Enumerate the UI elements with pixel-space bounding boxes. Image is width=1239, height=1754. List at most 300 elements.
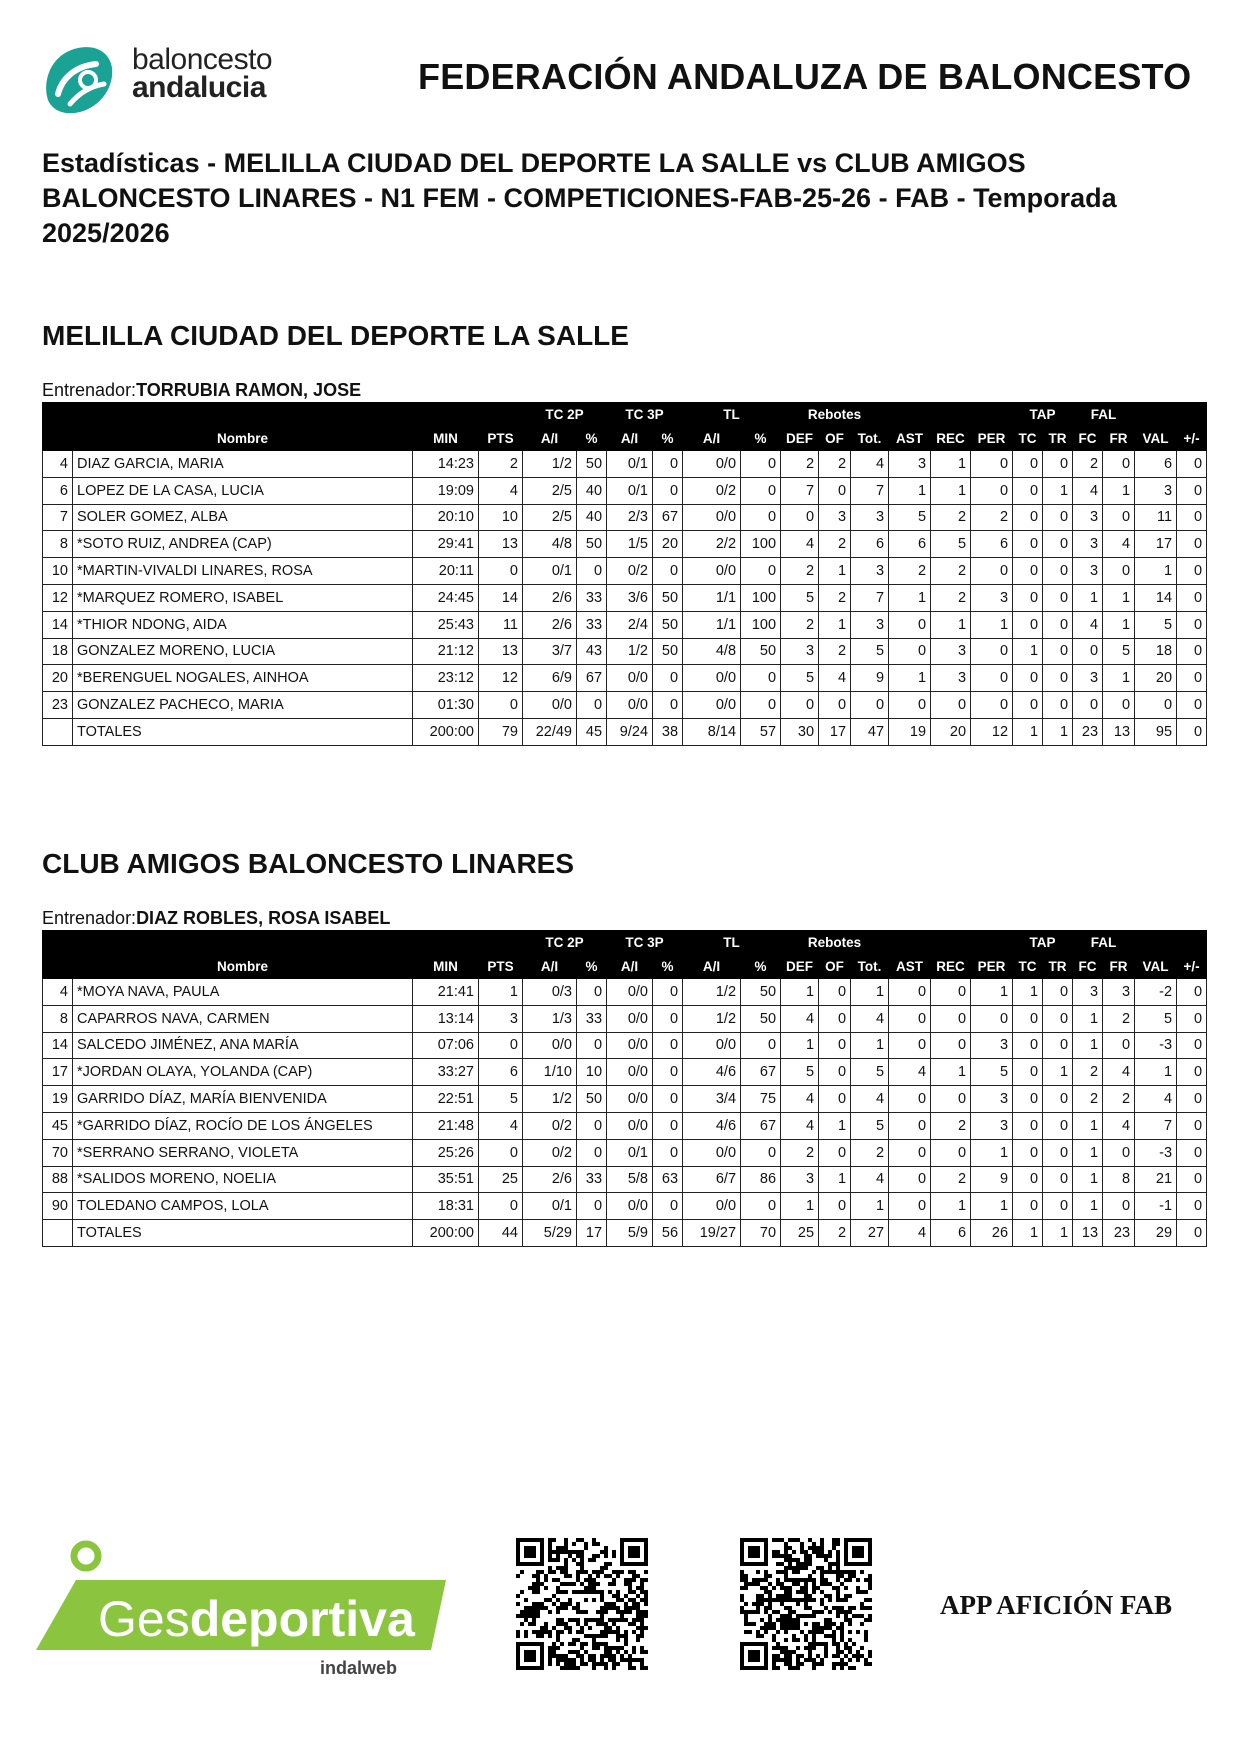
stat-cell: 1 [851, 1032, 889, 1059]
stat-cell: 3 [819, 504, 851, 531]
table-row [43, 1086, 1207, 1113]
table-row [43, 1032, 1207, 1059]
group-header: TAP [1013, 403, 1073, 427]
stat-cell: 2 [1103, 1086, 1135, 1113]
player-number: 7 [43, 504, 73, 531]
stat-cell: 1 [889, 477, 931, 504]
stat-cell: 1 [1013, 979, 1043, 1006]
stat-cell: 5 [851, 638, 889, 665]
stat-cell: 50 [741, 1005, 781, 1032]
stat-cell: 0/0 [523, 1032, 577, 1059]
stat-cell: 3 [1073, 504, 1103, 531]
stat-cell: 4 [1073, 611, 1103, 638]
stat-cell: 0 [819, 979, 851, 1006]
stat-cell: 1 [1073, 1032, 1103, 1059]
table-row [43, 531, 1207, 558]
stat-cell: 25:43 [413, 611, 479, 638]
column-header: % [577, 955, 607, 979]
player-number: 12 [43, 584, 73, 611]
stat-cell: 0 [653, 1112, 683, 1139]
stat-cell: 67 [653, 504, 683, 531]
stat-cell: 0 [1177, 1059, 1207, 1086]
stat-cell: 2 [1103, 1005, 1135, 1032]
column-header: FC [1073, 955, 1103, 979]
player-number: 18 [43, 638, 73, 665]
stat-cell: 3 [479, 1005, 523, 1032]
stat-cell: 1 [1103, 477, 1135, 504]
player-name: SALCEDO JIMÉNEZ, ANA MARÍA [73, 1032, 413, 1059]
stat-cell: 2/2 [683, 531, 741, 558]
player-number [43, 718, 73, 745]
stat-cell: 5 [479, 1086, 523, 1113]
coach-away [42, 908, 390, 929]
stat-cell: 0 [931, 1005, 971, 1032]
stat-cell: 5 [781, 1059, 819, 1086]
stat-cell: 33 [577, 1166, 607, 1193]
stat-cell: 1 [931, 477, 971, 504]
stat-cell: 0/0 [607, 1112, 653, 1139]
stat-cell: 0 [889, 1086, 931, 1113]
table-row [43, 1112, 1207, 1139]
stat-cell: 0/0 [607, 979, 653, 1006]
stat-cell: 0 [1177, 1032, 1207, 1059]
stat-cell: 0 [741, 692, 781, 719]
stat-cell: 7 [781, 477, 819, 504]
stat-cell: 0 [1043, 584, 1073, 611]
stat-cell: 1/1 [683, 584, 741, 611]
stat-cell: 6 [851, 531, 889, 558]
stat-cell: 20:10 [413, 504, 479, 531]
stat-cell: 5 [781, 665, 819, 692]
stat-cell: 6/7 [683, 1166, 741, 1193]
stat-cell: 2 [819, 1220, 851, 1247]
stat-cell: 0 [653, 451, 683, 478]
player-name: TOTALES [73, 1220, 413, 1247]
stat-cell: 200:00 [413, 718, 479, 745]
stat-cell: 0 [653, 558, 683, 585]
stat-cell: 1 [781, 1193, 819, 1220]
stat-cell: 2/6 [523, 611, 577, 638]
coach-label: Entrenador: [42, 380, 137, 400]
column-header: PER [971, 427, 1013, 451]
stat-cell: 5/8 [607, 1166, 653, 1193]
stat-cell: 0 [741, 558, 781, 585]
stat-cell: 0 [1013, 1005, 1043, 1032]
group-header: TC 2P [523, 931, 607, 955]
stat-cell: 4 [1103, 531, 1135, 558]
stat-cell: 1 [1073, 1166, 1103, 1193]
stat-cell: 29:41 [413, 531, 479, 558]
stat-cell: 7 [851, 584, 889, 611]
column-header: A/I [607, 955, 653, 979]
stat-cell: 25:26 [413, 1139, 479, 1166]
stat-cell: 0/1 [607, 451, 653, 478]
stat-cell: 0 [781, 504, 819, 531]
stat-cell: 0 [1177, 665, 1207, 692]
stat-cell: 1 [1073, 1005, 1103, 1032]
stat-cell: 47 [851, 718, 889, 745]
column-header: MIN [413, 427, 479, 451]
stat-cell: 38 [653, 718, 683, 745]
player-number: 90 [43, 1193, 73, 1220]
stat-cell: 21:48 [413, 1112, 479, 1139]
coach-name: TORRUBIA RAMON, JOSE [136, 380, 362, 400]
table-row [43, 638, 1207, 665]
stat-cell: 5 [1103, 638, 1135, 665]
stat-cell: 0/0 [523, 692, 577, 719]
stat-cell: 0 [819, 1193, 851, 1220]
stat-cell: 1 [931, 611, 971, 638]
stat-cell: 17 [819, 718, 851, 745]
player-number: 23 [43, 692, 73, 719]
column-header: REC [931, 427, 971, 451]
stat-cell: 0 [577, 979, 607, 1006]
brand-bold-text: deportiva [189, 1591, 415, 1647]
stat-cell: 4 [479, 477, 523, 504]
stat-cell: 0 [819, 1005, 851, 1032]
stat-cell: 0/0 [607, 1059, 653, 1086]
stat-cell: 1 [1073, 1139, 1103, 1166]
player-name: *SERRANO SERRANO, VIOLETA [73, 1139, 413, 1166]
stat-cell: 23:12 [413, 665, 479, 692]
stat-cell: 0/0 [607, 1032, 653, 1059]
stat-cell: 0 [931, 1032, 971, 1059]
table-row [43, 451, 1207, 478]
stat-cell: 2 [971, 504, 1013, 531]
stat-cell: 0 [1013, 584, 1043, 611]
qr-code-ios-icon[interactable] [740, 1538, 872, 1670]
stat-cell: 0/0 [683, 1032, 741, 1059]
stat-cell: 6 [971, 531, 1013, 558]
stat-cell: 5 [1135, 1005, 1177, 1032]
stat-cell: 5 [851, 1059, 889, 1086]
stat-cell: 1 [1013, 718, 1043, 745]
player-name: *JORDAN OLAYA, YOLANDA (CAP) [73, 1059, 413, 1086]
stat-cell: 18 [1135, 638, 1177, 665]
group-header: TL [683, 931, 781, 955]
logo-text-top: baloncesto [132, 43, 273, 76]
stat-cell: 0 [1013, 531, 1043, 558]
stat-cell: 4 [889, 1059, 931, 1086]
stat-cell: 21:41 [413, 979, 479, 1006]
stat-cell: 0 [1103, 504, 1135, 531]
stat-cell: 3 [1103, 979, 1135, 1006]
stat-cell: 0 [741, 477, 781, 504]
stat-cell: 23 [1073, 718, 1103, 745]
stat-cell: 0 [889, 692, 931, 719]
stat-cell: 0 [653, 1005, 683, 1032]
stat-cell: 0 [1013, 611, 1043, 638]
stat-cell: 3/7 [523, 638, 577, 665]
stat-cell: 2 [819, 531, 851, 558]
stat-cell: 33 [577, 611, 607, 638]
stat-cell: 1 [819, 1166, 851, 1193]
stat-cell: 0 [577, 558, 607, 585]
stat-cell: 21:12 [413, 638, 479, 665]
table-row [43, 611, 1207, 638]
stat-cell: 100 [741, 611, 781, 638]
table-row [43, 1059, 1207, 1086]
stat-cell: 1 [1043, 718, 1073, 745]
stat-cell: 0 [1043, 1112, 1073, 1139]
stat-cell: 3 [1073, 531, 1103, 558]
stat-cell: 35:51 [413, 1166, 479, 1193]
stat-cell: 45 [577, 718, 607, 745]
stat-cell: 56 [653, 1220, 683, 1247]
stat-cell: 20 [931, 718, 971, 745]
team-name-home: MELILLA CIUDAD DEL DEPORTE LA SALLE [42, 320, 629, 351]
stat-cell: 4 [1073, 477, 1103, 504]
stat-cell: 0 [1177, 451, 1207, 478]
stat-cell: 2 [479, 451, 523, 478]
stat-cell: 12 [971, 718, 1013, 745]
stat-cell: 1 [1043, 1059, 1073, 1086]
stat-cell: 2 [889, 558, 931, 585]
stat-cell: 0 [1177, 1086, 1207, 1113]
stat-cell: 1 [931, 1059, 971, 1086]
stat-cell: 95 [1135, 718, 1177, 745]
stat-cell: 18:31 [413, 1193, 479, 1220]
stat-cell: 0/1 [523, 558, 577, 585]
stat-cell: 0 [889, 1193, 931, 1220]
stat-cell: 1 [819, 1112, 851, 1139]
stat-cell: 8 [1103, 1166, 1135, 1193]
column-header: PER [971, 955, 1013, 979]
stat-cell: 0 [819, 692, 851, 719]
stat-cell: 0 [931, 1086, 971, 1113]
stat-cell: 0 [889, 1005, 931, 1032]
stat-cell: 19/27 [683, 1220, 741, 1247]
stat-cell: 13 [479, 638, 523, 665]
stat-cell: 2 [781, 1139, 819, 1166]
table-row [43, 665, 1207, 692]
stat-cell: 0 [1013, 1032, 1043, 1059]
stat-cell: 21 [1135, 1166, 1177, 1193]
stat-cell: 6/9 [523, 665, 577, 692]
stat-cell: 67 [741, 1112, 781, 1139]
player-name: GONZALEZ PACHECO, MARIA [73, 692, 413, 719]
federation-title: FEDERACIÓN ANDALUZA DE BALONCESTO [418, 56, 1192, 97]
stat-cell: 7 [1135, 1112, 1177, 1139]
stat-cell: 10 [577, 1059, 607, 1086]
stat-cell: 12 [479, 665, 523, 692]
stat-cell: 2 [819, 638, 851, 665]
stat-cell: 50 [741, 979, 781, 1006]
column-header: DEF [781, 955, 819, 979]
column-header: TC [1013, 427, 1043, 451]
stat-cell: 0 [1043, 1193, 1073, 1220]
stat-cell: 79 [479, 718, 523, 745]
stat-cell: 0 [577, 1193, 607, 1220]
stat-cell: 1/5 [607, 531, 653, 558]
stat-cell: 67 [741, 1059, 781, 1086]
column-header: Nombre [73, 955, 413, 979]
stat-cell: 0 [971, 638, 1013, 665]
group-header: Rebotes [781, 403, 889, 427]
player-number: 8 [43, 1005, 73, 1032]
stat-cell: 0 [819, 1086, 851, 1113]
stat-cell: 0/3 [523, 979, 577, 1006]
stat-cell: 0 [971, 451, 1013, 478]
table-row [43, 504, 1207, 531]
stat-cell: 0 [971, 692, 1013, 719]
stat-cell: 0 [819, 1032, 851, 1059]
stat-cell: 0 [479, 558, 523, 585]
group-header-blank [889, 403, 1013, 427]
player-name: *THIOR NDONG, AIDA [73, 611, 413, 638]
stat-cell: 0 [889, 611, 931, 638]
stat-cell: 4 [781, 1112, 819, 1139]
stat-cell: 0 [851, 692, 889, 719]
stat-cell: 1 [781, 979, 819, 1006]
stat-cell: 0 [889, 979, 931, 1006]
stat-cell: 1 [1135, 1059, 1177, 1086]
stat-cell: 0 [1043, 558, 1073, 585]
stats-table-away [42, 930, 1207, 1247]
stat-cell: 50 [577, 1086, 607, 1113]
column-header: AST [889, 955, 931, 979]
table-row [43, 1139, 1207, 1166]
stat-cell: 4/6 [683, 1059, 741, 1086]
player-name: *MOYA NAVA, PAULA [73, 979, 413, 1006]
stat-cell: 2 [781, 451, 819, 478]
stat-cell: 0 [889, 1032, 931, 1059]
stat-cell: 8/14 [683, 718, 741, 745]
team-name-away: CLUB AMIGOS BALONCESTO LINARES [42, 848, 575, 879]
stat-cell: 0/0 [683, 451, 741, 478]
table-row [43, 1193, 1207, 1220]
stat-cell: 0/1 [607, 1139, 653, 1166]
stat-cell: 0 [1177, 1166, 1207, 1193]
group-header-blank [889, 931, 1013, 955]
stat-cell: 10 [479, 504, 523, 531]
group-header-blank [1135, 403, 1207, 427]
stat-cell: 0 [653, 1059, 683, 1086]
stat-cell: 0/0 [607, 1005, 653, 1032]
stat-cell: 0/2 [523, 1139, 577, 1166]
stat-cell: 0 [1103, 558, 1135, 585]
stat-cell: 0 [819, 1059, 851, 1086]
stat-cell: 2/5 [523, 477, 577, 504]
stat-cell: 4 [1103, 1059, 1135, 1086]
player-name: *GARRIDO DÍAZ, ROCÍO DE LOS ÁNGELES [73, 1112, 413, 1139]
stat-cell: 0 [741, 1139, 781, 1166]
qr-code-android-icon[interactable] [516, 1538, 648, 1670]
stat-cell: 0 [1043, 1032, 1073, 1059]
stat-cell: 0 [971, 1005, 1013, 1032]
logo-text-bottom: andalucia [132, 71, 266, 104]
player-number: 45 [43, 1112, 73, 1139]
stat-cell: 1/3 [523, 1005, 577, 1032]
stat-cell: 5/9 [607, 1220, 653, 1247]
stat-cell: 1 [1073, 1112, 1103, 1139]
stat-cell: 0 [1177, 531, 1207, 558]
stat-cell: 1 [851, 1193, 889, 1220]
stat-cell: 1 [819, 611, 851, 638]
stat-cell: 2 [931, 1112, 971, 1139]
column-header: A/I [607, 427, 653, 451]
stat-cell: 2 [819, 451, 851, 478]
table-row [43, 584, 1207, 611]
stat-cell: 0 [1073, 692, 1103, 719]
page-title: Estadísticas - MELILLA CIUDAD DEL DEPORTE LA SALLE vs CLUB AMIGOS BALONCESTO LINARES - N1 FEM - COMPETICIONES-FAB-25-26 - FAB - Temporada 2025/2026 [42, 148, 1117, 248]
stat-cell: -1 [1135, 1193, 1177, 1220]
column-header: VAL [1135, 955, 1177, 979]
table-row [43, 1005, 1207, 1032]
group-header: Rebotes [781, 931, 889, 955]
stat-cell: 4/8 [523, 531, 577, 558]
stat-cell: 1/10 [523, 1059, 577, 1086]
stat-cell: 2/5 [523, 504, 577, 531]
stat-cell: 0 [1177, 638, 1207, 665]
stat-cell: 50 [577, 531, 607, 558]
stat-cell: 20 [653, 531, 683, 558]
stat-cell: 0 [653, 1032, 683, 1059]
stat-cell: 5 [781, 584, 819, 611]
stat-cell: 2 [819, 584, 851, 611]
column-header: PTS [479, 955, 523, 979]
player-number [43, 1220, 73, 1247]
stat-cell: 2 [781, 611, 819, 638]
player-name: CAPARROS NAVA, CARMEN [73, 1005, 413, 1032]
column-header: MIN [413, 955, 479, 979]
stat-cell: 07:06 [413, 1032, 479, 1059]
stat-cell: 1/2 [683, 1005, 741, 1032]
stat-cell: 0 [889, 638, 931, 665]
stat-cell: 0 [781, 692, 819, 719]
stat-cell: 0 [1103, 1139, 1135, 1166]
stat-cell: 44 [479, 1220, 523, 1247]
stat-cell: 4 [889, 1220, 931, 1247]
stat-cell: 200:00 [413, 1220, 479, 1247]
stat-cell: 0 [577, 692, 607, 719]
stat-cell: 50 [741, 638, 781, 665]
column-header: A/I [523, 955, 577, 979]
stat-cell: 0 [1013, 1112, 1043, 1139]
stat-cell: 9 [971, 1166, 1013, 1193]
stat-cell: 0 [1013, 504, 1043, 531]
stat-cell: 0 [741, 451, 781, 478]
stat-cell: 0 [1177, 1220, 1207, 1247]
stat-cell: 0 [1177, 718, 1207, 745]
stat-cell: 6 [931, 1220, 971, 1247]
stat-cell: 0 [1043, 1005, 1073, 1032]
basketball-logo-icon [40, 42, 126, 116]
stat-cell: 0/0 [683, 558, 741, 585]
stats-table-home [42, 402, 1207, 746]
stat-cell: 0/0 [683, 1139, 741, 1166]
column-header: Nombre [73, 427, 413, 451]
totals-row [43, 1220, 1207, 1247]
player-name: TOTALES [73, 718, 413, 745]
stat-cell: 1/2 [523, 1086, 577, 1113]
stat-cell: 1 [971, 1193, 1013, 1220]
stat-cell: 4 [1103, 1112, 1135, 1139]
stat-cell: 0/0 [683, 1193, 741, 1220]
stat-cell: 9/24 [607, 718, 653, 745]
group-header: FAL [1073, 403, 1135, 427]
coach-label: Entrenador: [42, 908, 137, 928]
column-header: DEF [781, 427, 819, 451]
stat-cell: 4/6 [683, 1112, 741, 1139]
stat-cell: 0 [1013, 477, 1043, 504]
stat-cell: 3 [1135, 477, 1177, 504]
stat-cell: 22:51 [413, 1086, 479, 1113]
stat-cell: 4 [851, 451, 889, 478]
group-header-blank [1135, 931, 1207, 955]
stat-cell: 0 [1177, 1112, 1207, 1139]
stat-cell: 50 [653, 638, 683, 665]
